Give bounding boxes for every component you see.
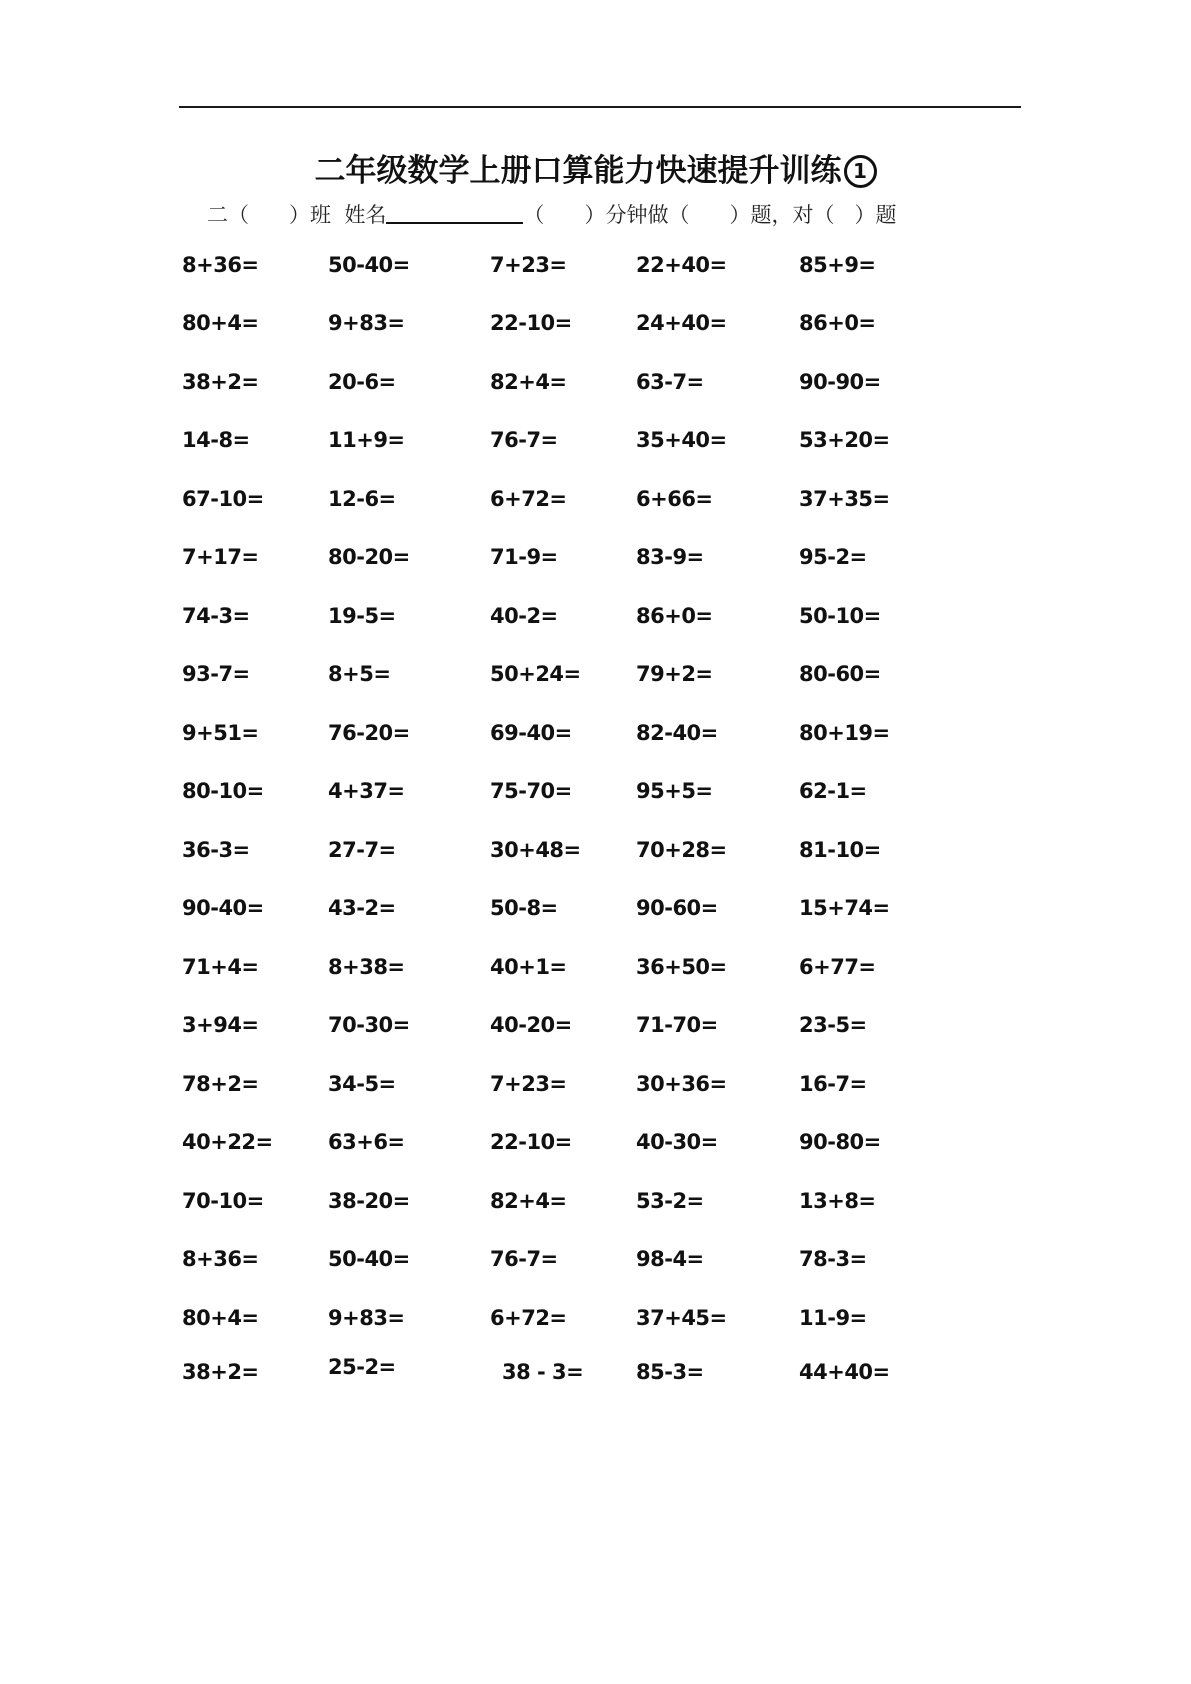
arithmetic-problem: 76-20= [328, 721, 410, 745]
arithmetic-problem: 80-20= [328, 545, 410, 569]
arithmetic-problem: 70-10= [182, 1189, 264, 1213]
arithmetic-problem: 9+83= [328, 1306, 405, 1330]
arithmetic-problem: 90-40= [182, 896, 264, 920]
arithmetic-problem: 6+72= [490, 1306, 567, 1330]
arithmetic-problem: 40+1= [490, 955, 567, 979]
arithmetic-problem: 8+38= [328, 955, 405, 979]
arithmetic-problem: 85+9= [799, 253, 876, 277]
arithmetic-problem: 14-8= [182, 428, 250, 452]
arithmetic-problem: 86+0= [799, 311, 876, 335]
arithmetic-problem: 37+35= [799, 487, 890, 511]
arithmetic-problem: 83-9= [636, 545, 704, 569]
arithmetic-problem: 78-3= [799, 1247, 867, 1271]
arithmetic-problem: 35+40= [636, 428, 727, 452]
arithmetic-problem: 43-2= [328, 896, 396, 920]
arithmetic-problem: 74-3= [182, 604, 250, 628]
arithmetic-problem: 25-2= [328, 1355, 396, 1379]
arithmetic-problem: 3+94= [182, 1013, 259, 1037]
arithmetic-problem: 71-9= [490, 545, 558, 569]
arithmetic-problem: 12-6= [328, 487, 396, 511]
arithmetic-problem: 80+4= [182, 1306, 259, 1330]
arithmetic-problem: 13+8= [799, 1189, 876, 1213]
arithmetic-problem: 53+20= [799, 428, 890, 452]
arithmetic-problem: 8+36= [182, 253, 259, 277]
arithmetic-problem: 22+40= [636, 253, 727, 277]
arithmetic-problem: 82+4= [490, 370, 567, 394]
arithmetic-problem: 11+9= [328, 428, 405, 452]
arithmetic-problem: 82-40= [636, 721, 718, 745]
student-info-line [207, 199, 897, 229]
arithmetic-problem: 24+40= [636, 311, 727, 335]
arithmetic-problem: 76-7= [490, 1247, 558, 1271]
arithmetic-problem: 4+37= [328, 779, 405, 803]
arithmetic-problem: 62-1= [799, 779, 867, 803]
arithmetic-problem: 9+83= [328, 311, 405, 335]
arithmetic-problem: 63-7= [636, 370, 704, 394]
arithmetic-problem: 27-7= [328, 838, 396, 862]
arithmetic-problem: 8+5= [328, 662, 391, 686]
arithmetic-problem: 16-7= [799, 1072, 867, 1096]
arithmetic-problem: 37+45= [636, 1306, 727, 1330]
arithmetic-problem: 63+6= [328, 1130, 405, 1154]
arithmetic-problem: 90-60= [636, 896, 718, 920]
arithmetic-problem: 30+36= [636, 1072, 727, 1096]
arithmetic-problem: 38+2= [182, 1360, 259, 1384]
time-score-label: （ ）分钟做（ ）题，对（ ）题 [523, 203, 897, 227]
arithmetic-problem: 98-4= [636, 1247, 704, 1271]
arithmetic-problem: 75-70= [490, 779, 572, 803]
arithmetic-problem: 36+50= [636, 955, 727, 979]
arithmetic-problem: 19-5= [328, 604, 396, 628]
arithmetic-problem: 90-90= [799, 370, 881, 394]
arithmetic-problem: 38 - 3= [502, 1360, 584, 1384]
arithmetic-problem: 38-20= [328, 1189, 410, 1213]
arithmetic-problem: 70+28= [636, 838, 727, 862]
arithmetic-problem: 95+5= [636, 779, 713, 803]
arithmetic-problem: 15+74= [799, 896, 890, 920]
arithmetic-problem: 78+2= [182, 1072, 259, 1096]
arithmetic-problem: 22-10= [490, 311, 572, 335]
arithmetic-problem: 6+77= [799, 955, 876, 979]
arithmetic-problem: 53-2= [636, 1189, 704, 1213]
arithmetic-problem: 69-40= [490, 721, 572, 745]
circled-number: 1 [844, 155, 877, 188]
title-text: 二年级数学上册口算能力快速提升训练 [314, 153, 842, 189]
arithmetic-problem: 50-8= [490, 896, 558, 920]
arithmetic-problem: 34-5= [328, 1072, 396, 1096]
arithmetic-problem: 81-10= [799, 838, 881, 862]
arithmetic-problem: 80+4= [182, 311, 259, 335]
arithmetic-problem: 7+23= [490, 253, 567, 277]
arithmetic-problem: 40-20= [490, 1013, 572, 1037]
arithmetic-problem: 50-10= [799, 604, 881, 628]
arithmetic-problem: 7+23= [490, 1072, 567, 1096]
arithmetic-problem: 85-3= [636, 1360, 704, 1384]
name-blank[interactable] [386, 202, 523, 224]
arithmetic-problem: 50-40= [328, 253, 410, 277]
arithmetic-problem: 67-10= [182, 487, 264, 511]
arithmetic-problem: 71+4= [182, 955, 259, 979]
arithmetic-problem: 95-2= [799, 545, 867, 569]
arithmetic-problem: 50-40= [328, 1247, 410, 1271]
arithmetic-problem: 9+51= [182, 721, 259, 745]
arithmetic-problem: 7+17= [182, 545, 259, 569]
arithmetic-problem: 40+22= [182, 1130, 273, 1154]
arithmetic-problem: 38+2= [182, 370, 259, 394]
worksheet-title [0, 145, 1191, 190]
arithmetic-problem: 22-10= [490, 1130, 572, 1154]
header-rule [179, 106, 1021, 108]
arithmetic-problem: 8+36= [182, 1247, 259, 1271]
arithmetic-problem: 93-7= [182, 662, 250, 686]
arithmetic-problem: 40-30= [636, 1130, 718, 1154]
arithmetic-problem: 79+2= [636, 662, 713, 686]
arithmetic-problem: 30+48= [490, 838, 581, 862]
arithmetic-problem: 20-6= [328, 370, 396, 394]
arithmetic-problem: 23-5= [799, 1013, 867, 1037]
class-name-label: 二（ ）班 姓名 [207, 203, 387, 227]
arithmetic-problem: 82+4= [490, 1189, 567, 1213]
arithmetic-problem: 90-80= [799, 1130, 881, 1154]
arithmetic-problem: 40-2= [490, 604, 558, 628]
arithmetic-problem: 6+72= [490, 487, 567, 511]
arithmetic-problem: 80+19= [799, 721, 890, 745]
arithmetic-problem: 70-30= [328, 1013, 410, 1037]
arithmetic-problem: 80-10= [182, 779, 264, 803]
arithmetic-problem: 44+40= [799, 1360, 890, 1384]
arithmetic-problem: 76-7= [490, 428, 558, 452]
arithmetic-problem: 36-3= [182, 838, 250, 862]
arithmetic-problem: 11-9= [799, 1306, 867, 1330]
arithmetic-problem: 71-70= [636, 1013, 718, 1037]
arithmetic-problem: 86+0= [636, 604, 713, 628]
arithmetic-problem: 6+66= [636, 487, 713, 511]
arithmetic-problem: 80-60= [799, 662, 881, 686]
arithmetic-problem: 50+24= [490, 662, 581, 686]
